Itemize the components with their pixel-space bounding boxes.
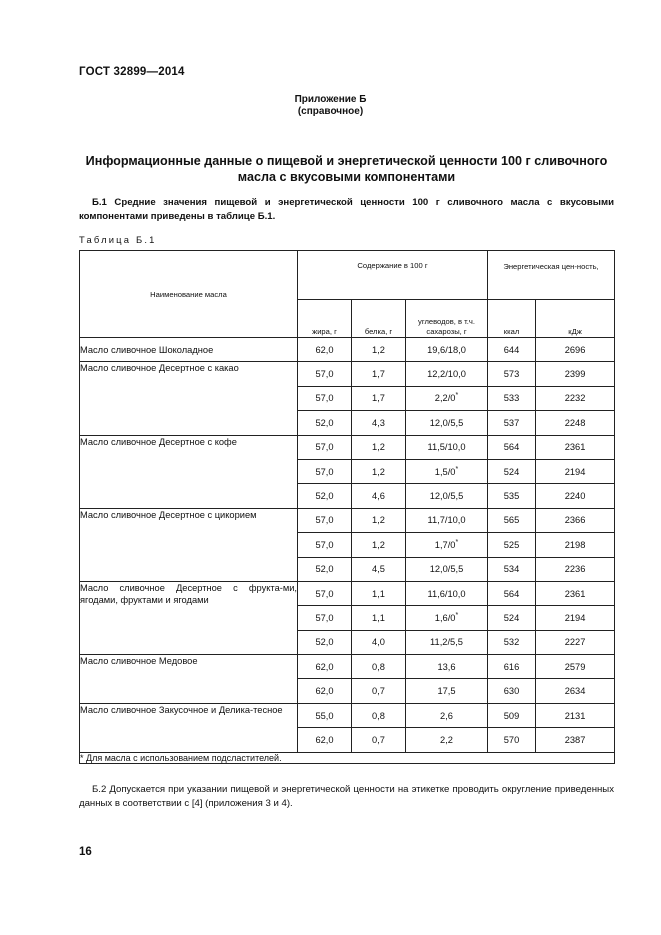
- cell-kj: 2131: [536, 703, 615, 727]
- cell-protein: 1,2: [352, 338, 406, 362]
- cell-fat: 52,0: [298, 630, 352, 654]
- cell-kj: 2236: [536, 557, 615, 581]
- header-kj: кДж: [536, 300, 615, 338]
- cell-protein: 4,6: [352, 484, 406, 508]
- cell-fat: 62,0: [298, 728, 352, 752]
- cell-protein: 4,5: [352, 557, 406, 581]
- header-kcal: ккал: [488, 300, 536, 338]
- cell-protein: 1,2: [352, 533, 406, 557]
- footnote-mark: *: [455, 392, 459, 400]
- cell-kj: 2696: [536, 338, 615, 362]
- cell-carbs: 2,6: [406, 703, 488, 727]
- product-name: Масло сливочное Десертное с какао: [80, 362, 298, 435]
- product-name: Масло сливочное Шоколадное: [80, 338, 298, 362]
- cell-fat: 52,0: [298, 557, 352, 581]
- cell-protein: 0,7: [352, 728, 406, 752]
- cell-fat: 57,0: [298, 508, 352, 532]
- cell-value: 1,7/0: [434, 539, 456, 550]
- cell-fat: 62,0: [298, 338, 352, 362]
- cell-protein: 0,8: [352, 655, 406, 679]
- cell-fat: 52,0: [298, 484, 352, 508]
- cell-carbs: 19,6/18,0: [406, 338, 488, 362]
- cell-carbs: [406, 533, 488, 557]
- cell-kj: 2248: [536, 411, 615, 435]
- cell-protein: 1,2: [352, 508, 406, 532]
- cell-fat: 57,0: [298, 386, 352, 410]
- cell-kj: 2579: [536, 655, 615, 679]
- cell-carbs: 13,6: [406, 655, 488, 679]
- cell-kcal: 570: [488, 728, 536, 752]
- annex-status: (справочное): [297, 106, 364, 117]
- cell-value: 1,6/0: [434, 612, 456, 623]
- product-name: Масло сливочное Закусочное и Делика-тесное: [80, 703, 298, 752]
- cell-kcal: 525: [488, 533, 536, 557]
- cell-carbs: 12,0/5,5: [406, 484, 488, 508]
- cell-kj: 2227: [536, 630, 615, 654]
- cell-kj: 2361: [536, 435, 615, 459]
- cell-carbs: [406, 459, 488, 483]
- cell-kcal: 573: [488, 362, 536, 386]
- table-row: [80, 655, 615, 679]
- table-caption: Таблица Б.1: [79, 234, 157, 245]
- cell-kcal: 537: [488, 411, 536, 435]
- nutrition-table: [79, 250, 615, 764]
- cell-carbs: 11,2/5,5: [406, 630, 488, 654]
- cell-carbs: 11,6/10,0: [406, 581, 488, 605]
- table-row: [80, 581, 615, 605]
- cell-kj: 2366: [536, 508, 615, 532]
- cell-fat: 57,0: [298, 435, 352, 459]
- cell-kj: 2387: [536, 728, 615, 752]
- cell-kj: 2194: [536, 459, 615, 483]
- paragraph-b1: Б.1 Средние значения пищевой и энергетической ценности 100 г сливочного масла с вкусовыми компонентами приведены в таблице Б.1.: [79, 197, 614, 222]
- table-row: [80, 508, 615, 532]
- cell-fat: 52,0: [298, 411, 352, 435]
- cell-carbs: 11,5/10,0: [406, 435, 488, 459]
- cell-carbs: 12,0/5,5: [406, 557, 488, 581]
- cell-value: 1,5/0: [434, 466, 456, 477]
- cell-kj: 2240: [536, 484, 615, 508]
- table-row: [80, 338, 615, 362]
- table-row: [80, 703, 615, 727]
- page-number: 16: [79, 846, 92, 858]
- cell-kj: 2634: [536, 679, 615, 703]
- header-carbs: углеводов, в т.ч. сахарозы, г: [406, 300, 488, 338]
- footnote-mark: *: [455, 538, 459, 546]
- table-body: [80, 338, 615, 764]
- cell-fat: 57,0: [298, 581, 352, 605]
- cell-carbs: 12,0/5,5: [406, 411, 488, 435]
- cell-protein: 1,7: [352, 386, 406, 410]
- cell-protein: 1,2: [352, 435, 406, 459]
- cell-protein: 0,7: [352, 679, 406, 703]
- paragraph-b2: Б.2 Допускается при указании пищевой и энергетической ценности на этикетке проводить округление приведенных данных в соответствии с [4] (приложения 3 и 4).: [79, 784, 614, 809]
- annex-label: Приложение Б: [294, 94, 367, 105]
- header-energy: Энергетическая цен-ность,: [488, 251, 615, 300]
- cell-kcal: 565: [488, 508, 536, 532]
- cell-protein: 1,2: [352, 459, 406, 483]
- cell-kcal: 524: [488, 606, 536, 630]
- cell-protein: 4,3: [352, 411, 406, 435]
- cell-kj: 2232: [536, 386, 615, 410]
- cell-kcal: 564: [488, 435, 536, 459]
- cell-value: 2,2/0: [434, 393, 456, 404]
- product-name: Масло сливочное Десертное с цикорием: [80, 508, 298, 581]
- cell-fat: 55,0: [298, 703, 352, 727]
- cell-carbs: [406, 386, 488, 410]
- footnote-mark: *: [455, 465, 459, 473]
- header-fat: жира, г: [298, 300, 352, 338]
- cell-protein: 1,1: [352, 581, 406, 605]
- cell-kcal: 509: [488, 703, 536, 727]
- header-protein: белка, г: [352, 300, 406, 338]
- cell-kj: 2399: [536, 362, 615, 386]
- cell-kcal: 535: [488, 484, 536, 508]
- header-name: Наименование масла: [80, 251, 298, 338]
- cell-fat: 62,0: [298, 655, 352, 679]
- cell-kj: 2194: [536, 606, 615, 630]
- cell-fat: 57,0: [298, 606, 352, 630]
- cell-kcal: 564: [488, 581, 536, 605]
- cell-kcal: 616: [488, 655, 536, 679]
- table-row: [80, 362, 615, 386]
- cell-protein: 4,0: [352, 630, 406, 654]
- cell-kj: 2361: [536, 581, 615, 605]
- footnote-mark: *: [455, 611, 459, 619]
- table-row: [80, 435, 615, 459]
- cell-fat: 57,0: [298, 362, 352, 386]
- annex-title: Информационные данные о пищевой и энергетической ценности 100 г сливочного масла с вкусовыми компонентами: [85, 154, 608, 184]
- cell-protein: 0,8: [352, 703, 406, 727]
- cell-kcal: 630: [488, 679, 536, 703]
- cell-carbs: [406, 606, 488, 630]
- document-code: ГОСТ 32899—2014: [79, 66, 185, 78]
- cell-fat: 57,0: [298, 533, 352, 557]
- cell-kcal: 644: [488, 338, 536, 362]
- cell-kcal: 534: [488, 557, 536, 581]
- cell-protein: 1,1: [352, 606, 406, 630]
- cell-kcal: 533: [488, 386, 536, 410]
- cell-protein: 1,7: [352, 362, 406, 386]
- cell-carbs: 17,5: [406, 679, 488, 703]
- product-name: Масло сливочное Десертное с кофе: [80, 435, 298, 508]
- product-name: Масло сливочное Медовое: [80, 655, 298, 704]
- cell-kcal: 532: [488, 630, 536, 654]
- cell-carbs: 12,2/10,0: [406, 362, 488, 386]
- cell-fat: 62,0: [298, 679, 352, 703]
- table-footnote: * Для масла с использованием подсластителей.: [80, 752, 615, 763]
- cell-carbs: 11,7/10,0: [406, 508, 488, 532]
- product-name: Масло сливочное Десертное с фрукта-ми, ягодами, фруктами и ягодами: [80, 581, 298, 654]
- header-content: Содержание в 100 г: [298, 251, 488, 300]
- cell-carbs: 2,2: [406, 728, 488, 752]
- cell-fat: 57,0: [298, 459, 352, 483]
- cell-kcal: 524: [488, 459, 536, 483]
- cell-kj: 2198: [536, 533, 615, 557]
